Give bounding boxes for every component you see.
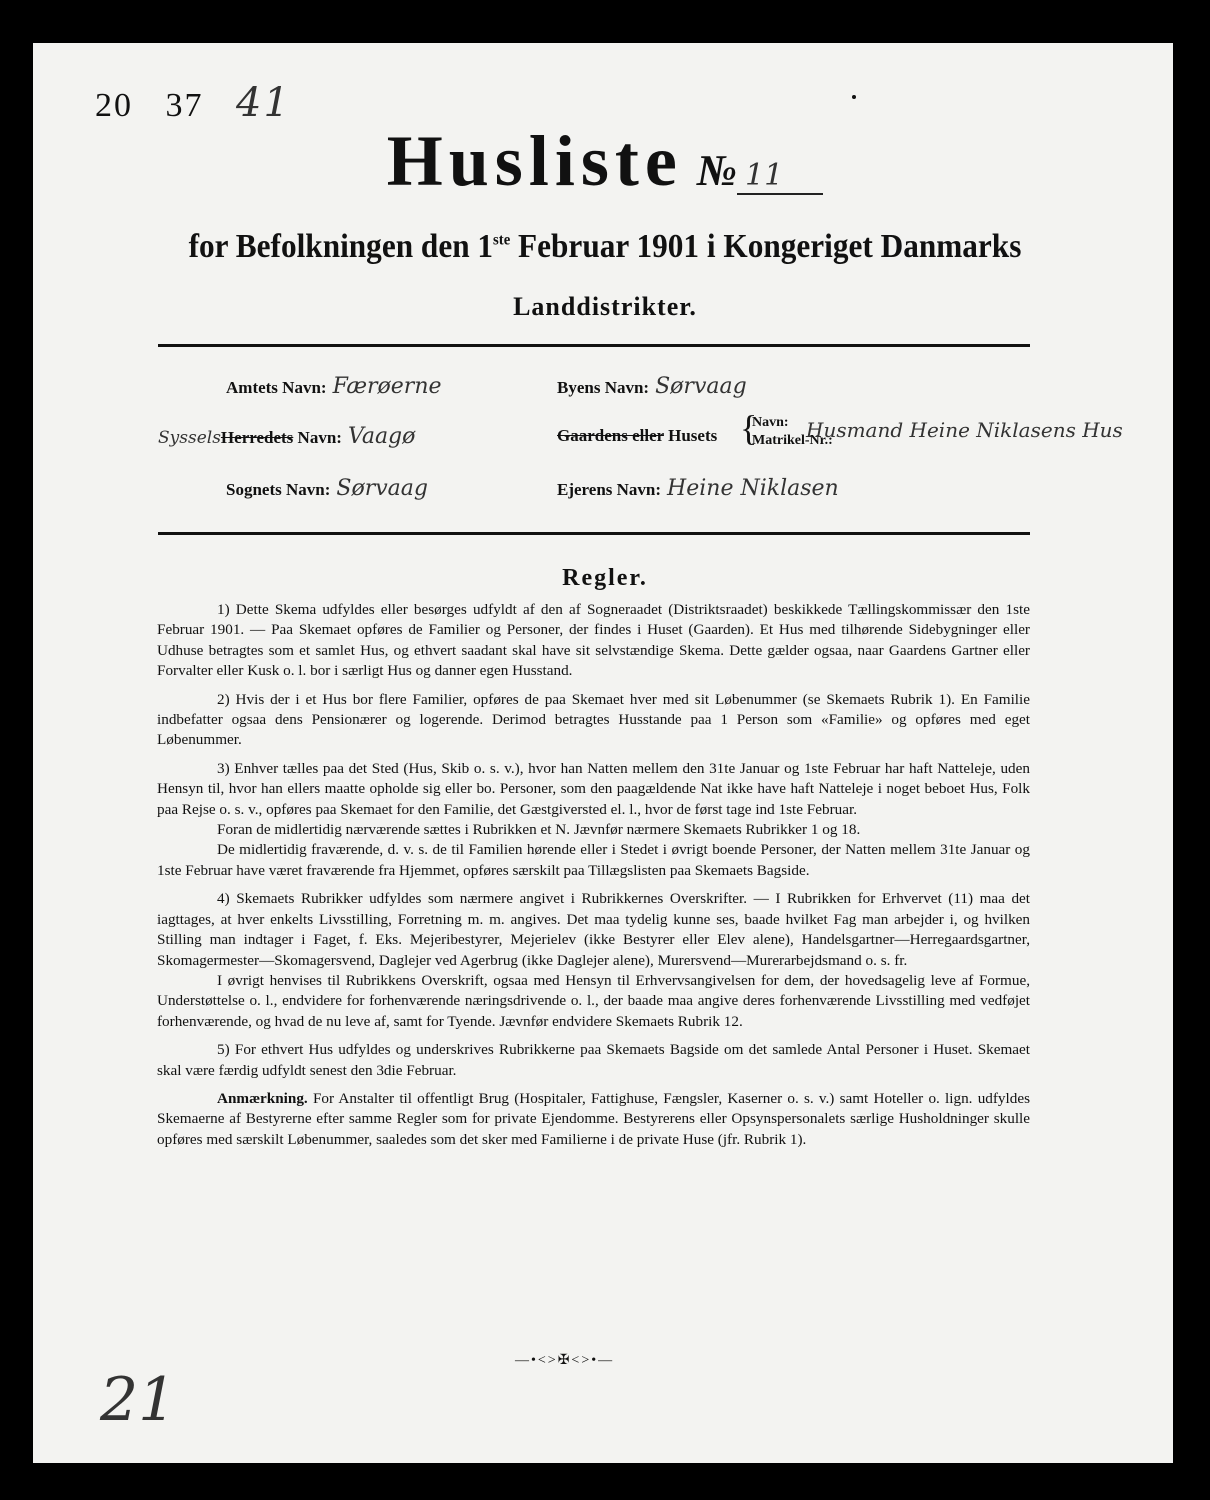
by-field	[557, 374, 747, 399]
sogn-label: Sognets Navn:	[226, 480, 331, 499]
rule-4: 4) Skemaets Rubrikker udfyldes som nærmere angivet i Rubrikkernes Overskrifter. — I Rubrikken for Erhvervet (11) maa det iagttages, at hver enkelts Livsstilling, Forretning m. m. angives. Det maa tydelig kunne ses, baade hvilket Fag man arbejder i, og hvilken Stilling man indtager i Faget, f. Eks. Mejeribestyrer, Mejerielev (ikke Bestyrer eller Elev alene), Handelsgartner—Herregaardsgartner, Skomagermester—Skomagersvend, Daglejer ved Agerbrug (ikke Daglejer alene), Murersvend—Murerarbejdsmand o. s. fr.	[157, 890, 1030, 969]
subtitle-part2: Februar 1901 i Kongeriget Danmarks	[510, 228, 1022, 265]
amt-field	[226, 374, 442, 399]
rule-5: 5) For ethvert Hus udfyldes og underskrives Rubrikkerne paa Skemaets Bagside om det samlede Antal Personer i Huset. Skemaet skal være færdig udfyldt senest den 3die Februar.	[157, 1041, 1030, 1079]
sogn-field	[226, 476, 428, 501]
rule-2: 2) Hvis der i et Hus bor flere Familier, opføres de paa Skemaet hver med sit Løbenummer (se Skemaets Rubrik 1). En Familie indbefatter ogsaa dens Pensionærer og logerende. Derimod betragtes Husstande paa 1 Person som «Familie» og opføres med eget Løbenummer.	[157, 690, 1030, 749]
amt-label: Amtets Navn:	[226, 378, 327, 397]
husets-value: Husmand Heine Niklasens Hus	[806, 418, 1123, 442]
herred-label: Navn:	[297, 428, 342, 447]
subtitle-part1: for Befolkningen den 1	[188, 228, 494, 265]
rule-3-note-n: Foran de midlertidig nærværende sættes i Rubrikken et N. Jævnfør nærmere Skemaets Rubrikker 1 og 18.	[217, 821, 861, 839]
top-divider	[158, 344, 1030, 347]
anmerkning	[157, 1089, 1030, 1150]
number-sign: №	[696, 146, 738, 195]
anmerkning-text: For Anstalter til offentligt Brug (Hospitaler, Fattighuse, Fængsler, Kaserner o. s. v.) samt Hoteller o. lign. udfyldes Skemaerne af Bestyrerne efter samme Regler som for private Ejendomme. Bestyrerens eller Opsynspersonalets særlige Husholdninger skulle opføres med særskilt Løbenummer, saaledes som det sker med Familierne i de private Huse (jfr. Rubrik 1).	[157, 1089, 1030, 1148]
by-value: Sørvaag	[655, 374, 747, 399]
ejer-field	[557, 476, 839, 501]
rule-4-note: I øvrigt henvises til Rubrikkens Overskrift, ogsaa med Hensyn til Erhvervsangivelsen for dem, der hovedsagelig leve af Formue, Understøttelse o. l., endvidere for forhenværende næringsdrivende o. l., der baade maa angive deres forhenværende Livsstilling med vedføjet forhenværende, og hvad de nu leve af, samt for Tyende. Jævnfør endvidere Skemaets Rubrik 12.	[157, 971, 1030, 1030]
handwritten-number: 41	[236, 80, 291, 126]
rule-3-note-absent: De midlertidig fraværende, d. v. s. de til Familien hørende eller i Stedet i øvrigt boende Personer, der Natten mellem 31te Januar og 1ste Februar have været fraværende fra Hjemmet, opføres særskilt paa Tillægslisten paa Skemaets Bagside.	[157, 841, 1030, 879]
sogn-value: Sørvaag	[336, 476, 428, 501]
number-left: 20	[95, 87, 133, 124]
regler-heading: Regler.	[562, 565, 648, 591]
form-subtitle	[48, 228, 1161, 266]
form-subtitle-districts: Landdistrikter.	[513, 292, 697, 321]
matrikel-label: Matrikel-Nr.:	[752, 433, 833, 448]
form-title	[0, 120, 1210, 203]
brace-symbol: {	[740, 408, 758, 448]
rules-text	[157, 600, 1030, 1158]
navn-label: Navn:	[752, 415, 789, 430]
bottom-divider	[158, 532, 1030, 535]
subtitle-sup: ste	[493, 231, 511, 249]
handwritten-bottom-number: 21	[100, 1365, 177, 1435]
title-text: Husliste	[386, 121, 683, 201]
herred-struck-label: Herredets	[220, 428, 294, 447]
husets-field	[557, 426, 717, 446]
ink-dot	[852, 95, 856, 99]
husets-label: Husets	[668, 426, 718, 445]
ejer-value: Heine Niklasen	[667, 476, 839, 501]
anmerkning-label: Anmærkning.	[217, 1089, 308, 1107]
herred-field	[158, 424, 415, 449]
rule-3: 3) Enhver tælles paa det Sted (Hus, Skib o. s. v.), hvor han Natten mellem den 31te Januar og 1ste Februar har haft Natteleje, uden Hensyn til, hvor han ellers maatte opholde sig eller bo. Personer, som den paagældende Nat ikke have haft Natteleje i noget beboet Hus, Folk paa Rejse o. s. v., opføres paa Skemaet for den Familie, det Gæstgiversted el. l., hvor de først tage ind 1ste Februar.	[157, 759, 1030, 818]
gaard-struck-label: Gaardens eller	[557, 426, 664, 445]
husliste-number: 11	[737, 158, 823, 195]
by-label: Byens Navn:	[557, 378, 650, 397]
amt-value: Færøerne	[332, 374, 442, 399]
herred-handwritten: Syssels	[158, 428, 221, 448]
number-right: 37	[165, 87, 204, 124]
ornament: —•<>✠<>•—	[515, 1353, 615, 1368]
rule-1: 1) Dette Skema udfyldes eller besørges udfyldt af den af Sogneraadet (Distriktsraadet) beskikkede Tællingskommissær den 1ste Februar 1901. — Paa Skemaet opføres de Familier og Personer, der findes i Huset (Gaarden). Et Hus med tilhørende Sidebygninger eller Udhuse betragtes som et samlet Hus, og ethvert saadant skal have sit selvstændige Skema. Dette gælder ogsaa, naar Gaardens Gartner eller Forvalter eller Kusk o. l. bor i særligt Hus og danner egen Husstand.	[157, 601, 1030, 680]
ejer-label: Ejerens Navn:	[557, 480, 662, 499]
herred-value: Vaagø	[347, 424, 416, 449]
